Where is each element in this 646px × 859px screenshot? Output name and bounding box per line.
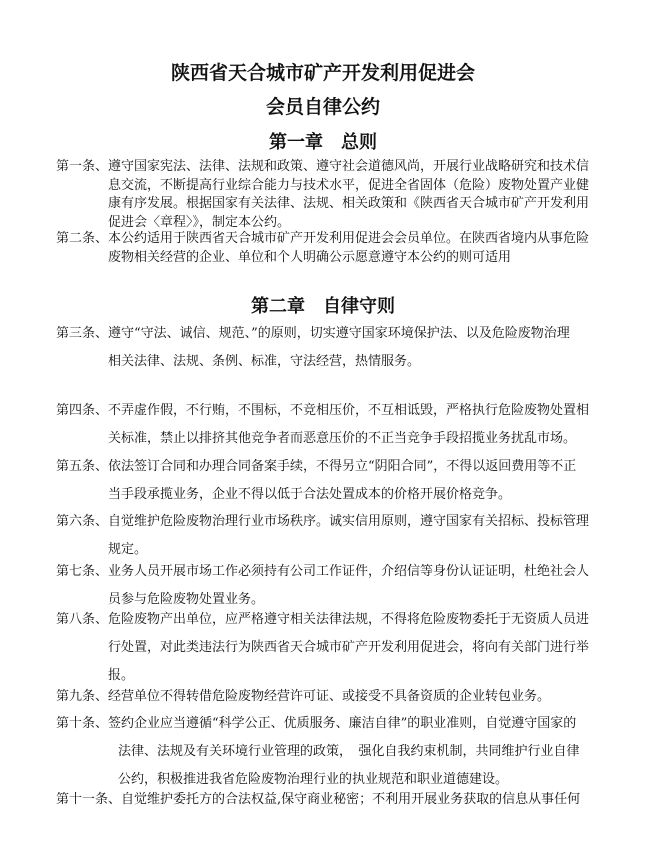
article-line: 关标准，禁止以排挤其他竞争者而恶意压价的不正当竞争手段招揽业务扰乱市场。 <box>108 431 577 446</box>
chapter-1-heading: 第一章 总则 <box>269 132 377 153</box>
article-line: 第十一条、自觉维护委托方的合法权益,保守商业秘密；不利用开展业务获取的信息从事任何 <box>56 792 581 807</box>
article-line: 当手段承揽业务，企业不得以低于合法处置成本的价格开展价格竞争。 <box>108 487 512 502</box>
article-line: 第八条、危险废物产出单位，应严格遵守相关法律法规，不得将危险废物委托于无资质人员进 <box>56 612 590 627</box>
article-3 <box>56 320 596 376</box>
article-line: 规定。 <box>108 542 148 557</box>
article-line: 行处置，对此类违法行为陕西省天合城市矿产开发利用促进会，将向有关部门进行举 <box>108 640 590 655</box>
article-8 <box>56 606 596 690</box>
article-line: 报。 <box>108 668 135 683</box>
article-line: 第十条、签约企业应当遵循“科学公正、优质服务、廉洁自律”的职业准则，自觉遵守国家的 <box>56 716 577 731</box>
article-line: 公约，积极推进我省危险废物治理行业的执业规范和职业道德建设。 <box>118 772 509 787</box>
article-line: 促进会〈章程〉》，制定本公约。 <box>108 214 291 230</box>
article-1 <box>56 158 596 232</box>
article-line: 第三条、遵守“守法、诚信、规范、”的原则，切实遵守国家环境保护法、以及危险废物治理 <box>56 326 570 341</box>
article-11 <box>56 786 596 814</box>
article-line: 第一条、遵守国家宪法、法律、法规和政策、遵守社会道德风尚，开展行业战略研究和技术信 <box>56 159 590 174</box>
document-subtitle: 会员自律公约 <box>265 96 380 118</box>
document-title: 陕西省天合城市矿产开发利用促进会 <box>170 62 475 84</box>
article-6 <box>56 508 596 564</box>
article-line: 相关法律、法规、条例、标准，守法经营，热情服务。 <box>108 354 421 369</box>
article-line: 息交流，不断提高行业综合能力与技术水平，促进全省固体（危险）废物处置产业健 <box>108 177 590 193</box>
chapter-2-heading: 第二章 自律守则 <box>251 296 395 317</box>
article-5 <box>56 453 596 509</box>
article-line: 第二条、本公约适用于陕西省天合城市矿产开发利用促进会会员单位。在陕西省境内从事危险 <box>56 231 590 246</box>
article-line: 第五条、依法签订合同和办理合同备案手续，不得另立“阴阳合同”，不得以返回费用等不正 <box>56 459 577 474</box>
article-9 <box>56 683 596 711</box>
article-line: 第四条、不弄虚作假，不行贿，不围标，不竞相压价，不互相诋毁，严格执行危险废物处置相 <box>56 403 590 418</box>
article-line: 第七条、业务人员开展市场工作必须持有公司工作证件，介绍信等身份认证证明，杜绝社会人 <box>56 564 590 579</box>
article-4 <box>56 397 596 453</box>
article-line: 法律、法规及有关环境行业管理的政策， 强化自我约束机制，共同维护行业自律 <box>118 744 580 759</box>
article-10 <box>56 710 596 794</box>
article-line: 员参与危险废物处置业务。 <box>108 592 265 607</box>
article-line: 第九条、经营单位不得转借危险废物经营许可证、或接受不具备资质的企业转包业务。 <box>56 689 551 704</box>
article-line: 第六条、自觉维护危险废物治理行业市场秩序。诚实信用原则，遵守国家有关招标、投标管理 <box>56 514 590 529</box>
article-2 <box>56 230 596 267</box>
article-line: 废物相关经营的企业、单位和个人明确公示愿意遵守本公约的则可适用 <box>108 249 512 265</box>
article-line: 康有序发展。根据国家有关法律、法规、相关政策和《陕西省天合城市矿产开发利用 <box>108 196 590 211</box>
